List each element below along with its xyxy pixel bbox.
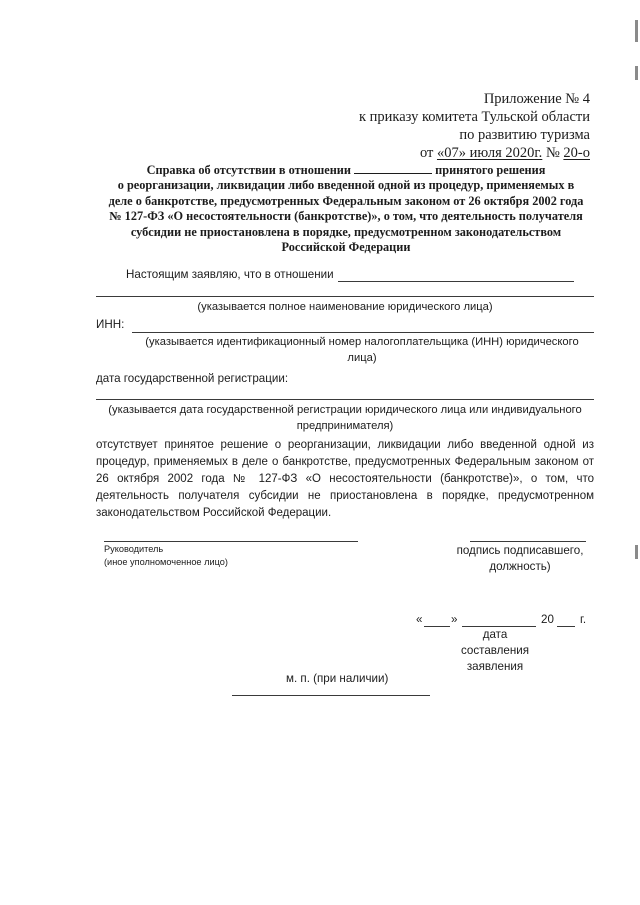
date-close-quote: » <box>451 613 458 626</box>
declaration-paragraph: отсутствует принятое решение о реорганизации, ликвидации либо введенной одной из процедур, применяемых в деле о банкротстве, предусмотренных Федеральным законом от 26 октября 2002 года № 127-ФЗ «О несостоятельности (банкротстве)», о том, что деятельность получателя субсидии не приостановлена в порядке, предусмотренном законодательством Российской Федерации. <box>96 439 594 519</box>
stamp-label: м. п. (при наличии) <box>286 672 389 685</box>
date-year-line <box>557 626 575 627</box>
order-number-prefix: № <box>545 145 560 161</box>
order-date-prefix: от <box>419 145 434 161</box>
hint-reg-date <box>96 402 594 434</box>
declare-text: Настоящим заявляю, что в отношении <box>126 268 334 281</box>
title-line-6: Российской Федерации <box>281 240 411 255</box>
reg-date-line <box>96 399 594 400</box>
order-number: 20-о <box>563 145 590 161</box>
hint-reg-line-1: (указывается дата государственной регистрации юридического лица или индивидуального <box>108 404 582 416</box>
year-suffix: г. <box>580 613 587 626</box>
scan-edge-mark <box>635 545 638 559</box>
hint-inn-line-2: лица) <box>347 352 377 364</box>
date-month-line <box>462 626 536 627</box>
head-label: Руководитель <box>104 544 164 554</box>
inn-line <box>132 332 594 333</box>
order-date: «07» июля 2020г. <box>436 145 543 161</box>
head-sub-label: (иное уполномоченное лицо) <box>104 557 228 567</box>
declare-blank-line <box>338 281 574 282</box>
title-blank <box>354 163 432 174</box>
scan-edge-mark <box>635 66 638 80</box>
date-caption-1: дата <box>482 628 508 641</box>
title-line-1 <box>86 163 606 178</box>
head-signature-line <box>104 541 358 542</box>
signer-caption-1: подпись подписавшего, <box>456 544 584 557</box>
document-title <box>86 163 606 255</box>
date-day-line <box>424 626 450 627</box>
legal-name-line <box>96 296 594 297</box>
title-line-4: № 127-ФЗ «О несостоятельности (банкротстве)», о том, что деятельность получателя <box>109 209 583 224</box>
order-reference: к приказу комитета Тульской области <box>358 109 590 125</box>
scan-edge-mark <box>635 20 638 42</box>
hint-inn-line-1: (указывается идентификационный номер налогоплательщика (ИНН) юридического <box>145 336 579 348</box>
appendix-number: Приложение № 4 <box>483 91 590 107</box>
stamp-line <box>232 695 430 696</box>
title-part-1: Справка об отсутствии в отношении <box>146 163 351 177</box>
signer-caption-2: должность) <box>489 560 551 573</box>
committee-name: по развитию туризма <box>459 127 590 143</box>
title-line-5: субсидии не приостановлена в порядке, предусмотренном законодательством <box>130 224 562 239</box>
signer-signature-line <box>470 541 586 542</box>
hint-legal-name: (указывается полное наименование юридического лица) <box>197 301 493 313</box>
date-open-quote: « <box>416 613 423 626</box>
date-caption-3: заявления <box>466 660 524 673</box>
title-line-2: о реорганизации, ликвидации либо введенной одной из процедур, применяемых в <box>117 178 575 193</box>
reg-date-label: дата государственной регистрации: <box>96 372 289 385</box>
order-date-line <box>420 145 590 162</box>
inn-label: ИНН: <box>96 318 125 331</box>
hint-reg-line-2: предпринимателя) <box>296 420 394 432</box>
title-line-3: деле о банкротстве, предусмотренных Федеральным законом от 26 октября 2002 года <box>108 193 584 208</box>
title-part-2: принятого решения <box>435 163 546 177</box>
year-prefix: 20 <box>541 613 554 626</box>
date-caption-2: составления <box>460 644 530 657</box>
hint-inn <box>130 334 594 366</box>
